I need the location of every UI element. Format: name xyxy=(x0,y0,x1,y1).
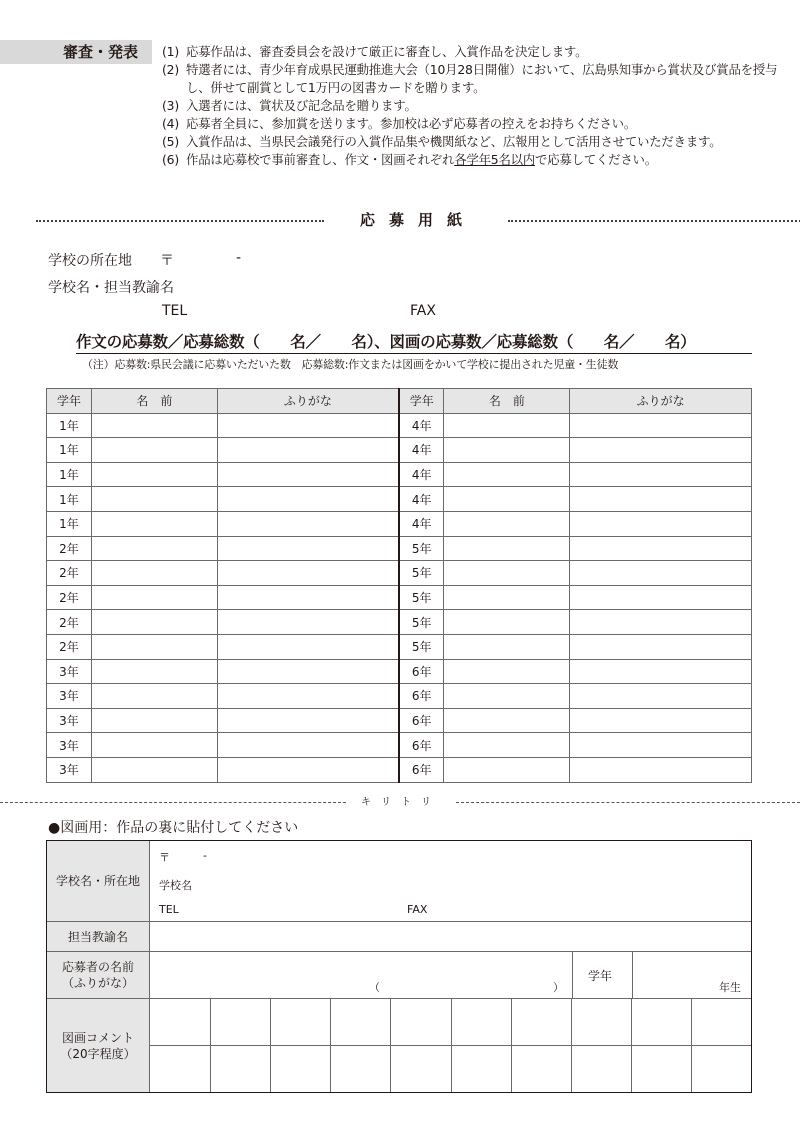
cut-label: キリトリ xyxy=(361,797,441,808)
comment-cell-divider xyxy=(330,998,331,1092)
name-cell[interactable] xyxy=(444,438,570,463)
name-cell[interactable] xyxy=(91,511,217,536)
grade-cell: 1年 xyxy=(47,413,92,438)
drawing-heading: ●図画用：作品の裏に貼付してください xyxy=(48,820,299,836)
furigana-cell[interactable] xyxy=(217,487,399,512)
furigana-cell[interactable] xyxy=(217,561,399,586)
counts-note: （注）応募数:県民会議に応募いただいた数 応募総数:作文または図画をかいて学校に提出された児童・生徒数 xyxy=(82,358,619,371)
col-header-name: 名 前 xyxy=(91,389,217,414)
name-cell[interactable] xyxy=(444,462,570,487)
name-cell[interactable] xyxy=(444,585,570,610)
tel-label: TEL xyxy=(162,303,188,319)
furigana-cell[interactable] xyxy=(570,511,752,536)
comment-cell-divider xyxy=(691,998,692,1092)
furigana-cell[interactable] xyxy=(570,610,752,635)
dotted-divider xyxy=(36,220,324,222)
table-row xyxy=(47,684,752,709)
drawing-label-form xyxy=(46,840,752,1093)
name-cell[interactable] xyxy=(91,610,217,635)
grade-cell: 2年 xyxy=(47,610,92,635)
grade-cell: 4年 xyxy=(399,487,444,512)
comment-cell-divider xyxy=(631,998,632,1092)
cell-divider xyxy=(572,951,573,998)
judging-item: (6) 作品は応募校で事前審査し、作文・図画それぞれ各学年5名以内で応募してください。 xyxy=(162,152,657,167)
grade-cell: 5年 xyxy=(399,561,444,586)
dashed-divider xyxy=(0,802,346,803)
applicant-name-label: 応募者の名前 （ふりがな） xyxy=(47,952,150,998)
address-label: 学校の所在地 xyxy=(48,253,132,269)
name-cell[interactable] xyxy=(444,684,570,709)
furigana-cell[interactable] xyxy=(217,733,399,758)
grade-cell: 5年 xyxy=(399,585,444,610)
judging-item: (3) 入選者には、賞状及び記念品を贈ります。 xyxy=(162,98,417,113)
name-cell[interactable] xyxy=(444,757,570,782)
fax-label: FAX xyxy=(407,903,428,916)
furigana-cell[interactable] xyxy=(570,585,752,610)
table-row xyxy=(47,634,752,659)
grade-cell: 3年 xyxy=(47,757,92,782)
col-header-grade: 学年 xyxy=(399,389,444,414)
table-row xyxy=(47,487,752,512)
judging-item: (2) 特選者には、青少年育成県民運動推進大会（10月28日開催）において、広島県知事から賞状及び賞品を授与し、併せて副賞として1万円の図書カードを贈ります。 xyxy=(162,62,778,95)
table-row xyxy=(47,536,752,561)
cut-line xyxy=(0,795,800,811)
judging-item: (5) 入賞作品は、当県民会議発行の入賞作品集や機関紙など、広報用として活用させていただきます。 xyxy=(162,134,722,149)
fax-label: FAX xyxy=(410,303,436,319)
name-cell[interactable] xyxy=(91,733,217,758)
row-divider xyxy=(47,998,751,999)
grade-label: 学年 xyxy=(588,969,613,983)
col-header-grade: 学年 xyxy=(47,389,92,414)
dotted-divider xyxy=(508,220,800,222)
grade-cell: 6年 xyxy=(399,708,444,733)
grade-cell: 4年 xyxy=(399,438,444,463)
postal-dash: - xyxy=(203,849,207,862)
table-row xyxy=(47,659,752,684)
furigana-cell[interactable] xyxy=(217,511,399,536)
postal-mark: 〒 xyxy=(159,851,170,864)
grade-cell: 1年 xyxy=(47,487,92,512)
teacher-label: 担当教諭名 xyxy=(47,922,150,951)
col-header-furigana: ふりがな xyxy=(217,389,399,414)
comment-label: 図画コメント （20字程度） xyxy=(47,999,150,1092)
row-divider xyxy=(47,921,751,922)
table-row xyxy=(47,610,752,635)
name-cell[interactable] xyxy=(444,561,570,586)
school-teacher-label: 学校名・担当教諭名 xyxy=(48,280,174,296)
tel-label: TEL xyxy=(159,903,179,916)
grade-cell: 2年 xyxy=(47,561,92,586)
furigana-cell[interactable] xyxy=(570,536,752,561)
furigana-cell[interactable] xyxy=(217,708,399,733)
grade-cell: 5年 xyxy=(399,536,444,561)
furigana-cell[interactable] xyxy=(570,733,752,758)
name-cell[interactable] xyxy=(91,561,217,586)
name-cell[interactable] xyxy=(91,536,217,561)
name-cell[interactable] xyxy=(444,634,570,659)
name-cell[interactable] xyxy=(444,536,570,561)
school-name-label: 学校名 xyxy=(159,879,192,892)
grade-cell: 2年 xyxy=(47,585,92,610)
name-cell[interactable] xyxy=(91,757,217,782)
name-cell[interactable] xyxy=(444,511,570,536)
dashed-divider xyxy=(456,802,800,803)
grade-cell: 6年 xyxy=(399,733,444,758)
furigana-cell[interactable] xyxy=(217,659,399,684)
furigana-cell[interactable] xyxy=(217,634,399,659)
furigana-cell[interactable] xyxy=(570,413,752,438)
comment-cell-divider xyxy=(571,998,572,1092)
col-header-furigana: ふりがな xyxy=(570,389,752,414)
entry-counts-line: 作文の応募数／応募総数（ 名／ 名）、図画の応募数／応募総数（ 名／ 名） xyxy=(76,330,752,354)
comment-cell-divider xyxy=(390,998,391,1092)
furigana-cell[interactable] xyxy=(570,684,752,709)
grade-cell: 3年 xyxy=(47,684,92,709)
form-title-divider xyxy=(36,210,764,230)
comment-cell-divider xyxy=(511,998,512,1092)
furigana-cell[interactable] xyxy=(217,757,399,782)
underlined-limit: 各学年5名以内 xyxy=(454,152,536,167)
name-cell[interactable] xyxy=(91,585,217,610)
judging-item: (4) 応募者全員に、参加賞を送ります。参加校は必ず応募者の控えをお持ちください。 xyxy=(162,116,637,131)
comment-cell-divider xyxy=(210,998,211,1092)
table-row xyxy=(47,561,752,586)
judging-tag: 審査・発表 xyxy=(0,40,152,64)
judging-list xyxy=(162,43,782,169)
name-cell[interactable] xyxy=(91,487,217,512)
furigana-cell[interactable] xyxy=(570,659,752,684)
table-row xyxy=(47,708,752,733)
furigana-cell[interactable] xyxy=(217,610,399,635)
table-row xyxy=(47,438,752,463)
name-cell[interactable] xyxy=(91,634,217,659)
table-row xyxy=(47,757,752,782)
grade-cell: 3年 xyxy=(47,708,92,733)
table-row xyxy=(47,413,752,438)
grade-cell: 6年 xyxy=(399,659,444,684)
grade-cell: 4年 xyxy=(399,413,444,438)
table-row xyxy=(47,462,752,487)
furigana-cell[interactable] xyxy=(570,708,752,733)
paren-close: ） xyxy=(553,981,564,994)
grade-cell: 5年 xyxy=(399,610,444,635)
grade-cell: 6年 xyxy=(399,757,444,782)
furigana-cell[interactable] xyxy=(570,757,752,782)
row-divider xyxy=(47,951,751,952)
cell-divider xyxy=(632,951,633,998)
grade-cell: 5年 xyxy=(399,634,444,659)
name-cell[interactable] xyxy=(91,438,217,463)
comment-cell-divider xyxy=(270,998,271,1092)
grade-cell: 6年 xyxy=(399,684,444,709)
postal-dash: - xyxy=(236,250,242,266)
table-row xyxy=(47,733,752,758)
furigana-cell[interactable] xyxy=(570,634,752,659)
furigana-cell[interactable] xyxy=(217,684,399,709)
grade-cell: 1年 xyxy=(47,438,92,463)
furigana-cell[interactable] xyxy=(217,536,399,561)
furigana-cell[interactable] xyxy=(217,462,399,487)
name-cell[interactable] xyxy=(444,659,570,684)
grade-suffix: 年生 xyxy=(719,981,741,994)
furigana-cell[interactable] xyxy=(570,438,752,463)
form-title: 応募用紙 xyxy=(359,211,476,229)
col-header-name: 名 前 xyxy=(444,389,570,414)
name-cell[interactable] xyxy=(444,708,570,733)
grade-cell: 2年 xyxy=(47,634,92,659)
comment-cell-divider xyxy=(451,998,452,1092)
name-cell[interactable] xyxy=(444,413,570,438)
furigana-cell[interactable] xyxy=(217,585,399,610)
name-cell[interactable] xyxy=(91,708,217,733)
postal-mark: 〒 xyxy=(160,253,174,269)
grade-cell: 4年 xyxy=(399,511,444,536)
grade-cell: 1年 xyxy=(47,462,92,487)
furigana-cell[interactable] xyxy=(217,413,399,438)
grade-cell: 3年 xyxy=(47,733,92,758)
name-cell[interactable] xyxy=(444,610,570,635)
table-header-row xyxy=(47,389,752,414)
table-row xyxy=(47,511,752,536)
name-cell[interactable] xyxy=(444,733,570,758)
grade-cell: 3年 xyxy=(47,659,92,684)
name-cell[interactable] xyxy=(444,487,570,512)
entry-table xyxy=(46,388,752,783)
grade-cell: 4年 xyxy=(399,462,444,487)
furigana-cell[interactable] xyxy=(570,487,752,512)
name-cell[interactable] xyxy=(91,659,217,684)
name-cell[interactable] xyxy=(91,684,217,709)
furigana-cell[interactable] xyxy=(217,438,399,463)
furigana-cell[interactable] xyxy=(570,561,752,586)
grade-cell: 1年 xyxy=(47,511,92,536)
name-cell[interactable] xyxy=(91,462,217,487)
furigana-cell[interactable] xyxy=(570,462,752,487)
name-cell[interactable] xyxy=(91,413,217,438)
table-row xyxy=(47,585,752,610)
paren-open: （ xyxy=(369,981,380,994)
judging-item: (1) 応募作品は、審査委員会を設けて厳正に審査し、入賞作品を決定します。 xyxy=(162,44,588,59)
grade-cell: 2年 xyxy=(47,536,92,561)
school-address-label: 学校名・所在地 xyxy=(47,841,150,921)
